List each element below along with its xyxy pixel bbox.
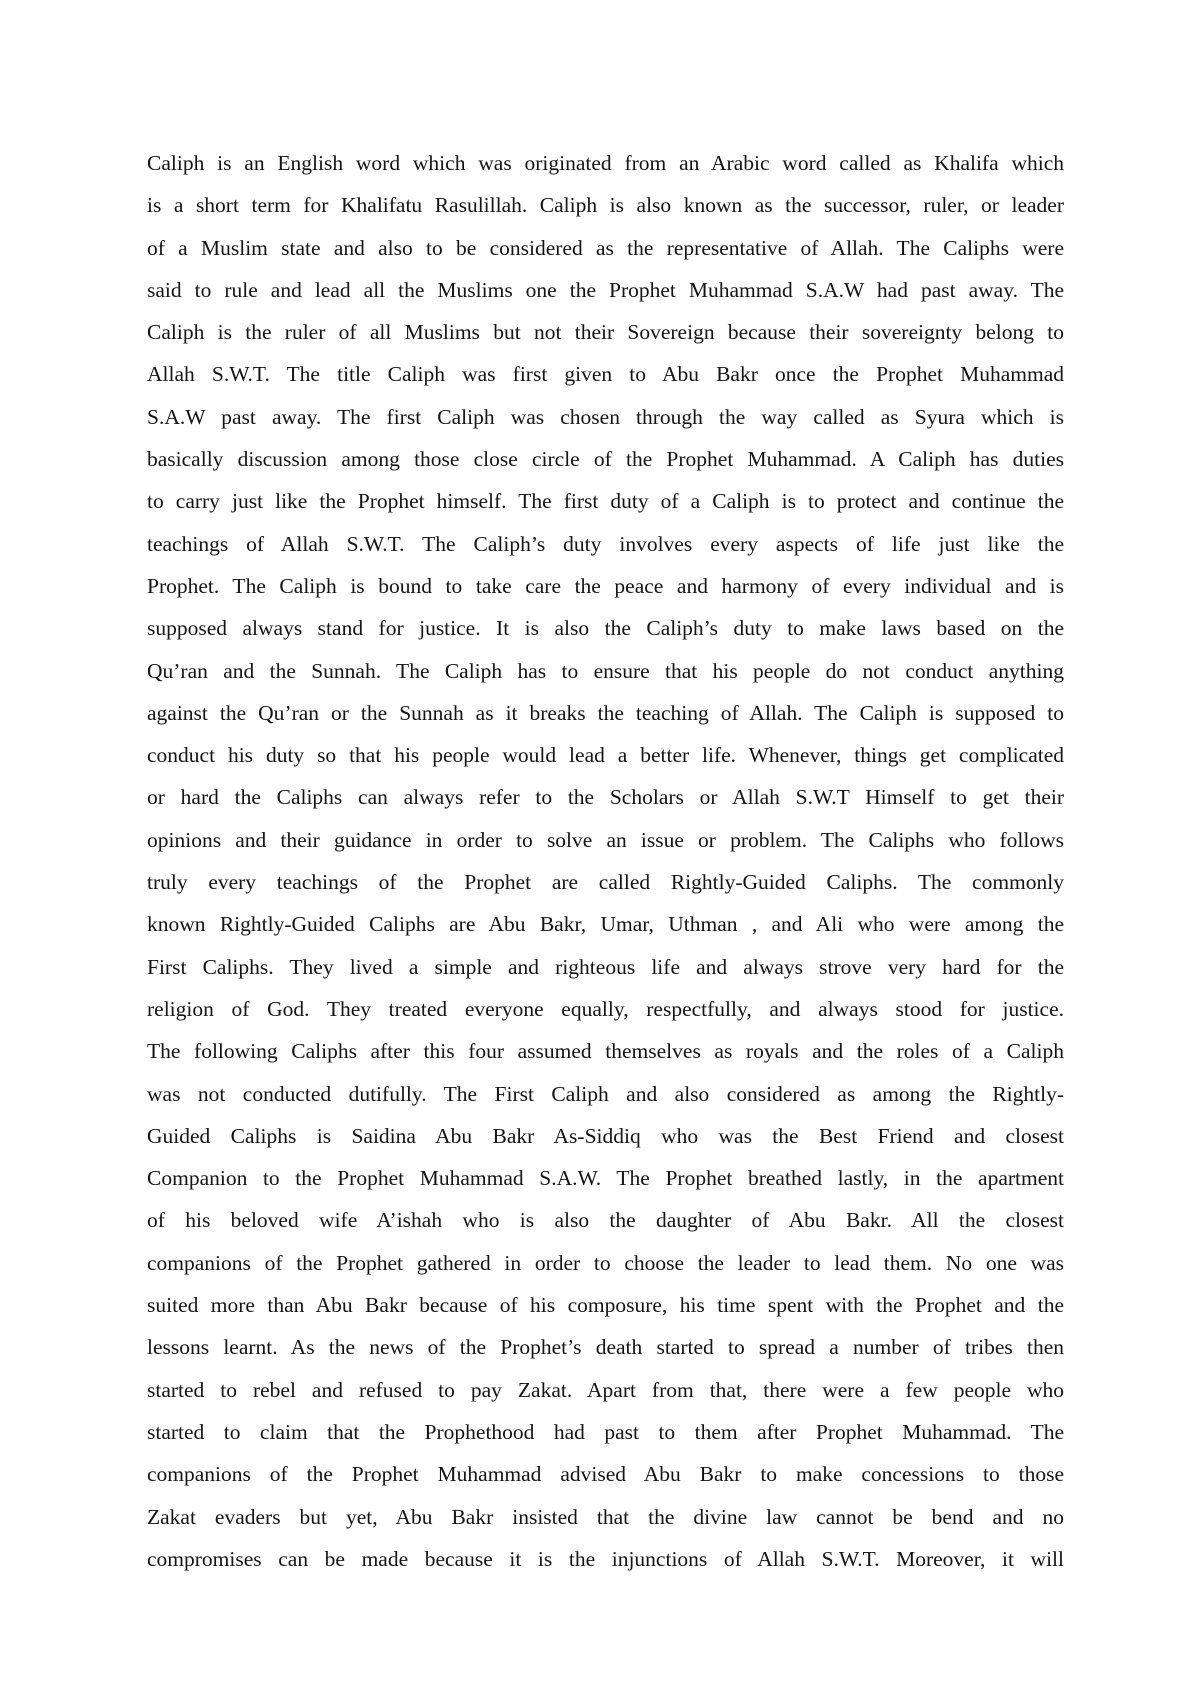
paragraph-line: First Caliphs. They lived a simple and righteous life and always strove very hard for the — [147, 954, 1064, 979]
paragraph-line: against the Qu’ran or the Sunnah as it breaks the teaching of Allah. The Caliph is supposed to — [147, 700, 1064, 725]
paragraph-line: Qu’ran and the Sunnah. The Caliph has to ensure that his people do not conduct anything — [147, 658, 1064, 683]
paragraph-line: Caliph is an English word which was originated from an Arabic word called as Khalifa which — [147, 151, 1064, 175]
paragraph-line: companions of the Prophet Muhammad advised Abu Bakr to make concessions to those — [147, 1462, 1064, 1487]
paragraph-line: compromises can be made because it is the injunctions of Allah S.W.T. Moreover, it will — [147, 1546, 1064, 1571]
paragraph-line: supposed always stand for justice. It is also the Caliph’s duty to make laws based on the — [147, 616, 1064, 641]
paragraph-line: The following Caliphs after this four assumed themselves as royals and the roles of a Caliph — [147, 1039, 1064, 1064]
paragraph-line: of a Muslim state and also to be considered as the representative of Allah. The Caliphs were — [147, 235, 1064, 260]
paragraph-line: conduct his duty so that his people would lead a better life. Whenever, things get complicated — [147, 743, 1064, 768]
paragraph-line: Zakat evaders but yet, Abu Bakr insisted that the divine law cannot be bend and no — [147, 1504, 1064, 1529]
paragraph-line: religion of God. They treated everyone equally, respectfully, and always stood for justice. — [147, 996, 1064, 1021]
paragraph-line: or hard the Caliphs can always refer to the Scholars or Allah S.W.T Himself to get their — [147, 785, 1064, 810]
paragraph-line: lessons learnt. As the news of the Prophet’s death started to spread a number of tribes then — [147, 1335, 1064, 1360]
paragraph-line: started to claim that the Prophethood had past to them after Prophet Muhammad. The — [147, 1419, 1064, 1444]
paragraph-line: Prophet. The Caliph is bound to take care the peace and harmony of every individual and is — [147, 573, 1064, 598]
paragraph-line: teachings of Allah S.W.T. The Caliph’s duty involves every aspects of life just like the — [147, 531, 1064, 556]
paragraph-line: said to rule and lead all the Muslims one the Prophet Muhammad S.A.W had past away. The — [147, 277, 1064, 302]
paragraph-line: opinions and their guidance in order to solve an issue or problem. The Caliphs who follows — [147, 827, 1064, 852]
paragraph-line: S.A.W past away. The first Caliph was chosen through the way called as Syura which is — [147, 404, 1064, 429]
paragraph-line: truly every teachings of the Prophet are called Rightly-Guided Caliphs. The commonly — [147, 870, 1064, 895]
paragraph-line: Caliph is the ruler of all Muslims but not their Sovereign because their sovereignty belong to — [147, 320, 1064, 345]
paragraph-line: Companion to the Prophet Muhammad S.A.W. The Prophet breathed lastly, in the apartment — [147, 1166, 1064, 1191]
paragraph-line: Guided Caliphs is Saidina Abu Bakr As-Siddiq who was the Best Friend and closest — [147, 1123, 1064, 1148]
paragraph-line: of his beloved wife A’ishah who is also the daughter of Abu Bakr. All the closest — [147, 1208, 1064, 1233]
paragraph-line: basically discussion among those close circle of the Prophet Muhammad. A Caliph has duties — [147, 447, 1064, 472]
paragraph-line: companions of the Prophet gathered in order to choose the leader to lead them. No one was — [147, 1250, 1064, 1275]
paragraph-line: started to rebel and refused to pay Zakat. Apart from that, there were a few people who — [147, 1377, 1064, 1402]
body-paragraph — [147, 142, 1064, 1580]
paragraph-line: is a short term for Khalifatu Rasulillah. Caliph is also known as the successor, ruler, or leader — [147, 193, 1064, 218]
paragraph-line: Allah S.W.T. The title Caliph was first given to Abu Bakr once the Prophet Muhammad — [147, 362, 1064, 387]
paragraph-line: was not conducted dutifully. The First Caliph and also considered as among the Rightly- — [147, 1081, 1064, 1106]
paragraph-line: known Rightly-Guided Caliphs are Abu Bakr, Umar, Uthman , and Ali who were among the — [147, 912, 1064, 937]
paragraph-line: to carry just like the Prophet himself. The first duty of a Caliph is to protect and continue the — [147, 489, 1064, 514]
paragraph-line: suited more than Abu Bakr because of his composure, his time spent with the Prophet and the — [147, 1293, 1064, 1318]
